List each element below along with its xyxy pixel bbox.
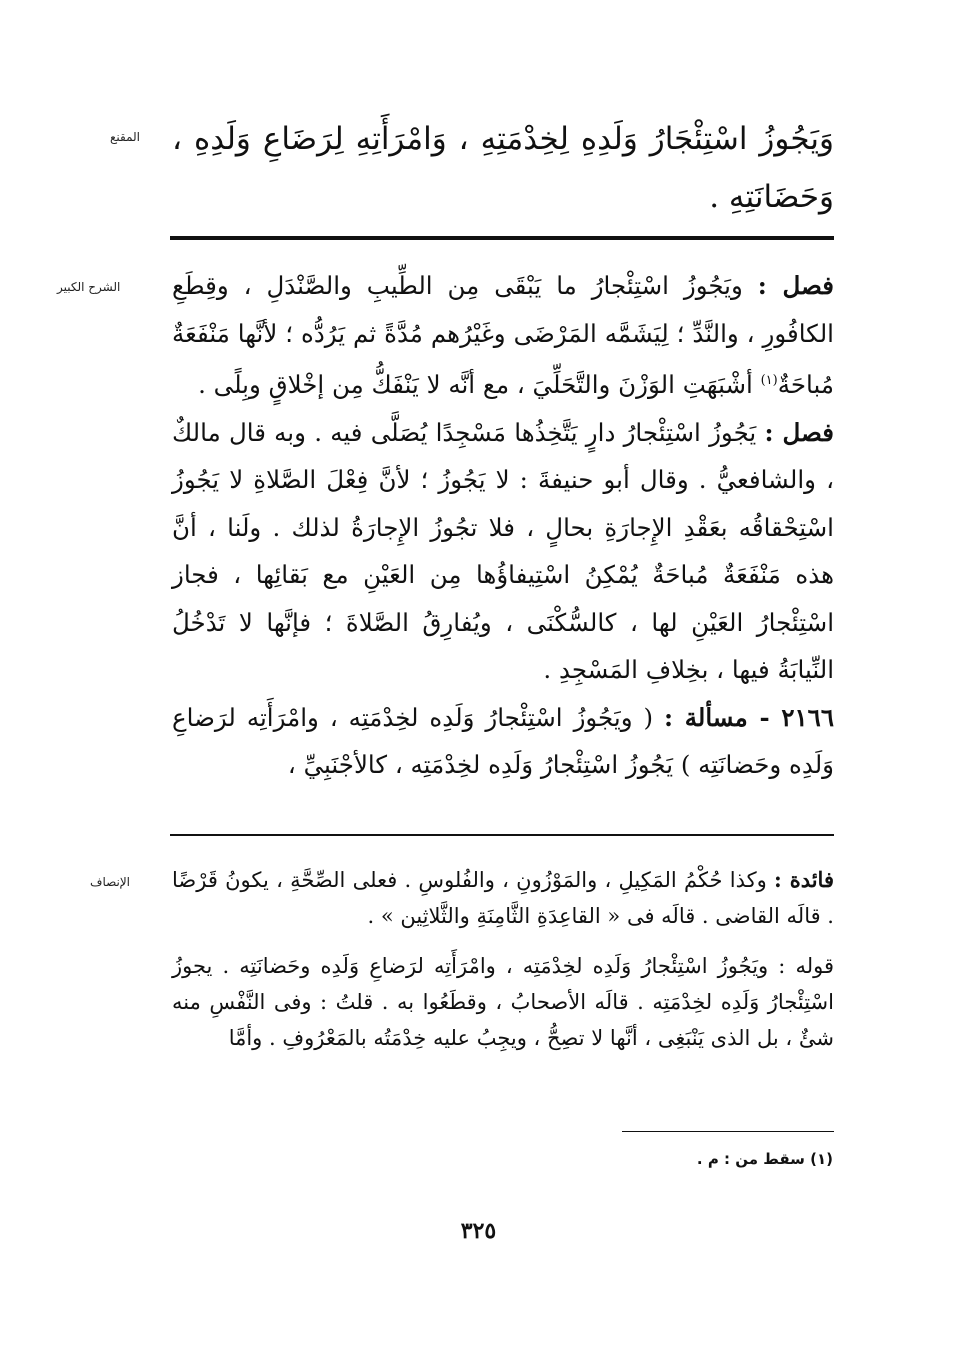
muqni-text: وَيَجُوزُ اسْتِئْجَارُ وَلَدِهِ لِخِدْمَتِهِ ، وَامْرَأَتِهِ لِرَضَاعِ وَلَدِهِ ، وَحَضَانَتِهِ . [172,121,834,215]
faida-heading: فائدة : [774,867,834,892]
side-label-muqni: المقنع [110,130,141,144]
footnote: (١) سقط من : م . [696,1150,833,1168]
paragraph-text: يَجُوزُ اسْتِئْجارُ دارٍ يَتَّخِذُها مَسْجِدًا يُصَلَّى فيه . وبه قال مالكٌ ، والشافعيُّ . وقال أبو حنيفةَ : لا يَجُوزُ ؛ لأنَّ فِعْلَ الصَّلاةِ لا يَجُوزُ اسْتِحْقاقُه بعَقْدِ الإِجارَةِ بحالٍ ، فلا تجُوزُ الإِجارَةُ لذلك . ولَنا ، أنَّ هذه مَنْفَعَةٌ مُباحَةٌ يُمْكِنُ اسْتِيفاؤُها مِن العَيْنِ مع بَقائِها ، فجاز اسْتِئْجارُ العَيْنِ لها ، كالسُّكْنَى ، ويُفارِقُ الصَّلاةَ ؛ فإنَّها لا تَدْخُلُ النِّيابَةُ فيها ، بخِلافِ المَسْجِدِ . [172,417,834,685]
paragraph-text: ( ويَجُوزُ اسْتِئْجارُ وَلَدِه لخِدْمَتِه ، وامْرَأَتِه لرَضاعِ وَلَدِه وحَضانَتِه ) يَجُوزُ اسْتِئْجارُ وَلَدِه لخِدْمَتِه ، كالأجْنَبِيِّ ، [172,702,834,780]
side-label-insaf: الإنصاف [90,875,131,889]
fasl-heading: فصل : [757,271,834,300]
sharh-paragraph-2 [172,409,834,694]
section-divider-thick [170,236,834,240]
paragraph-text: وكذا حُكْمُ المَكِيلِ ، والمَوْزُونِ ، والفُلوسِ . فعلى الصِّحَّةِ ، يكونُ قَرْضًا . قالَه القاضى . قالَه فى « القاعِدَةِ الثَّامِنَةِ والثَّلاثِين » . [172,868,834,928]
insaf-text [172,862,834,1056]
insaf-paragraph-2 [172,948,834,1056]
sharh-text [172,262,834,789]
side-label-sharh: الشرح الكبير [57,280,121,294]
footnote-divider [622,1131,834,1132]
section-divider-thin [170,834,834,836]
sharh-paragraph-3 [172,694,834,789]
page-number: ٣٢٥ [460,1218,497,1244]
fasl-heading: فصل : [764,417,834,447]
paragraph-text: ويَجُوزُ اسْتِئْجارُ ما يَبْقَى مِن الطِّيبِ والصَّنْدَلِ ، وقِطَعِ الكافُورِ ، والنَّدِّ ؛ لِيَشَمَّه المَرْضَى وغَيْرُهم مُدَّةً ثم يَرُدُّه ؛ لأنَّها مَنْفَعَةٌ مُباحَةٌ [172,271,834,400]
paragraph-text: قوله : ويَجُوزُ اسْتِئْجارُ وَلَدِه لخِدْمَتِه ، وامْرَأَتِه لرَضاعِ وَلَدِه وحَضانَتِه . يجوزُ اسْتِئْجارُ وَلَدِه لخِدْمَتِه . قالَه الأصحابُ ، وقطَعُوا به . قلتُ : وفى النَّفْسِ منه شئٌ ، بل الذى يَنْبَغِى ، أنَّها لا تصِحُّ ، ويجِبُ عليه خِدْمَتُه بالمَعْرُوفِ . وأمَّا [172,954,834,1050]
footnote-marker: (١) [760,373,778,388]
paragraph-text: أشْبَهَتِ الوَزْنَ والتَّحَلِّيَ ، مع أنَّه لا يَنْفَكُّ مِن إخْلاقٍ وبِلًى . [198,370,761,400]
masala-heading: ٢١٦٦ - مسألة : [664,702,834,732]
sharh-paragraph-1 [172,262,834,409]
insaf-paragraph-1 [172,862,834,934]
